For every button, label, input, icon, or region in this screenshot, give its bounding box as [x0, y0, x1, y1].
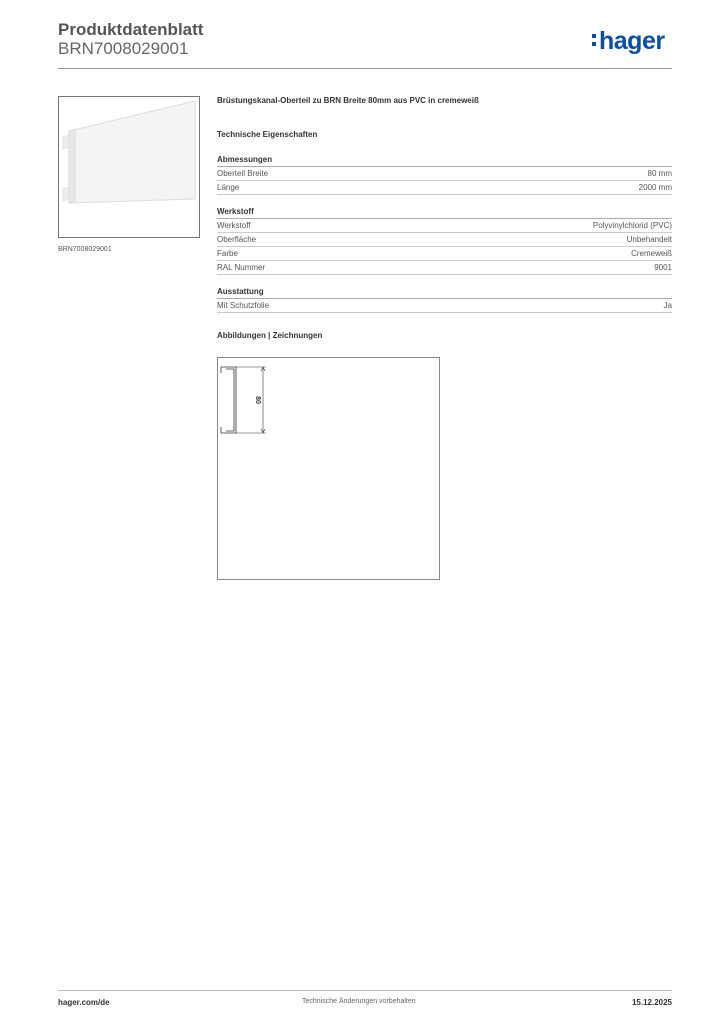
product-headline: Brüstungskanal-Oberteil zu BRN Breite 80mm aus PVC in cremeweiß: [217, 96, 479, 105]
footer-divider: [58, 990, 672, 991]
property-row: [217, 181, 672, 195]
property-row: [217, 299, 672, 313]
property-value: Cremeweiß: [631, 249, 672, 258]
property-group: [217, 207, 672, 275]
footer-note: Technische Änderungen vorbehalten: [302, 998, 416, 1005]
document-title: Produktdatenblatt: [58, 20, 204, 39]
property-group-title: Abmessungen: [217, 155, 672, 167]
property-row: [217, 247, 672, 261]
technical-properties-title: Technische Eigenschaften: [217, 130, 318, 139]
property-row: [217, 167, 672, 181]
property-row: [217, 219, 672, 233]
product-render-icon: [59, 97, 199, 237]
property-value: 80 mm: [647, 169, 672, 178]
property-label: Länge: [217, 183, 240, 192]
header-divider: [58, 68, 672, 69]
drawing-dimension-label: 80: [254, 396, 261, 404]
property-label: RAL Nummer: [217, 263, 266, 272]
footer-date: 15.12.2025: [631, 998, 672, 1007]
property-label: Oberfläche: [217, 235, 257, 244]
profile-drawing-icon: [218, 358, 439, 579]
technical-drawing: [217, 357, 440, 580]
property-group-title: Ausstattung: [217, 287, 672, 299]
brand-logo: [592, 27, 665, 56]
property-group: [217, 287, 672, 313]
drawings-title: Abbildungen | Zeichnungen: [217, 331, 323, 340]
property-value: 2000 mm: [638, 183, 672, 192]
property-group-title: Werkstoff: [217, 207, 672, 219]
property-label: Oberteil Breite: [217, 169, 269, 178]
property-label: Mit Schutzfolie: [217, 301, 270, 310]
property-value: Unbehandelt: [626, 235, 672, 244]
property-group: [217, 155, 672, 195]
property-row: [217, 261, 672, 275]
property-row: [217, 233, 672, 247]
property-label: Farbe: [217, 249, 238, 258]
technical-groups: [217, 155, 672, 313]
property-value: Ja: [663, 301, 672, 310]
footer-website-link[interactable]: hager.com/de: [58, 998, 110, 1007]
property-value: 9001: [654, 263, 672, 272]
property-label: Werkstoff: [217, 221, 251, 230]
product-image: [58, 96, 200, 238]
document-subtitle: BRN7008029001: [58, 39, 189, 58]
property-value: Polyvinylchlorid (PVC): [592, 221, 672, 230]
logo-text: hager: [599, 27, 665, 55]
product-image-caption: BRN7008029001: [58, 246, 112, 253]
product-details: [217, 96, 672, 340]
logo-dots-icon: [592, 27, 597, 46]
